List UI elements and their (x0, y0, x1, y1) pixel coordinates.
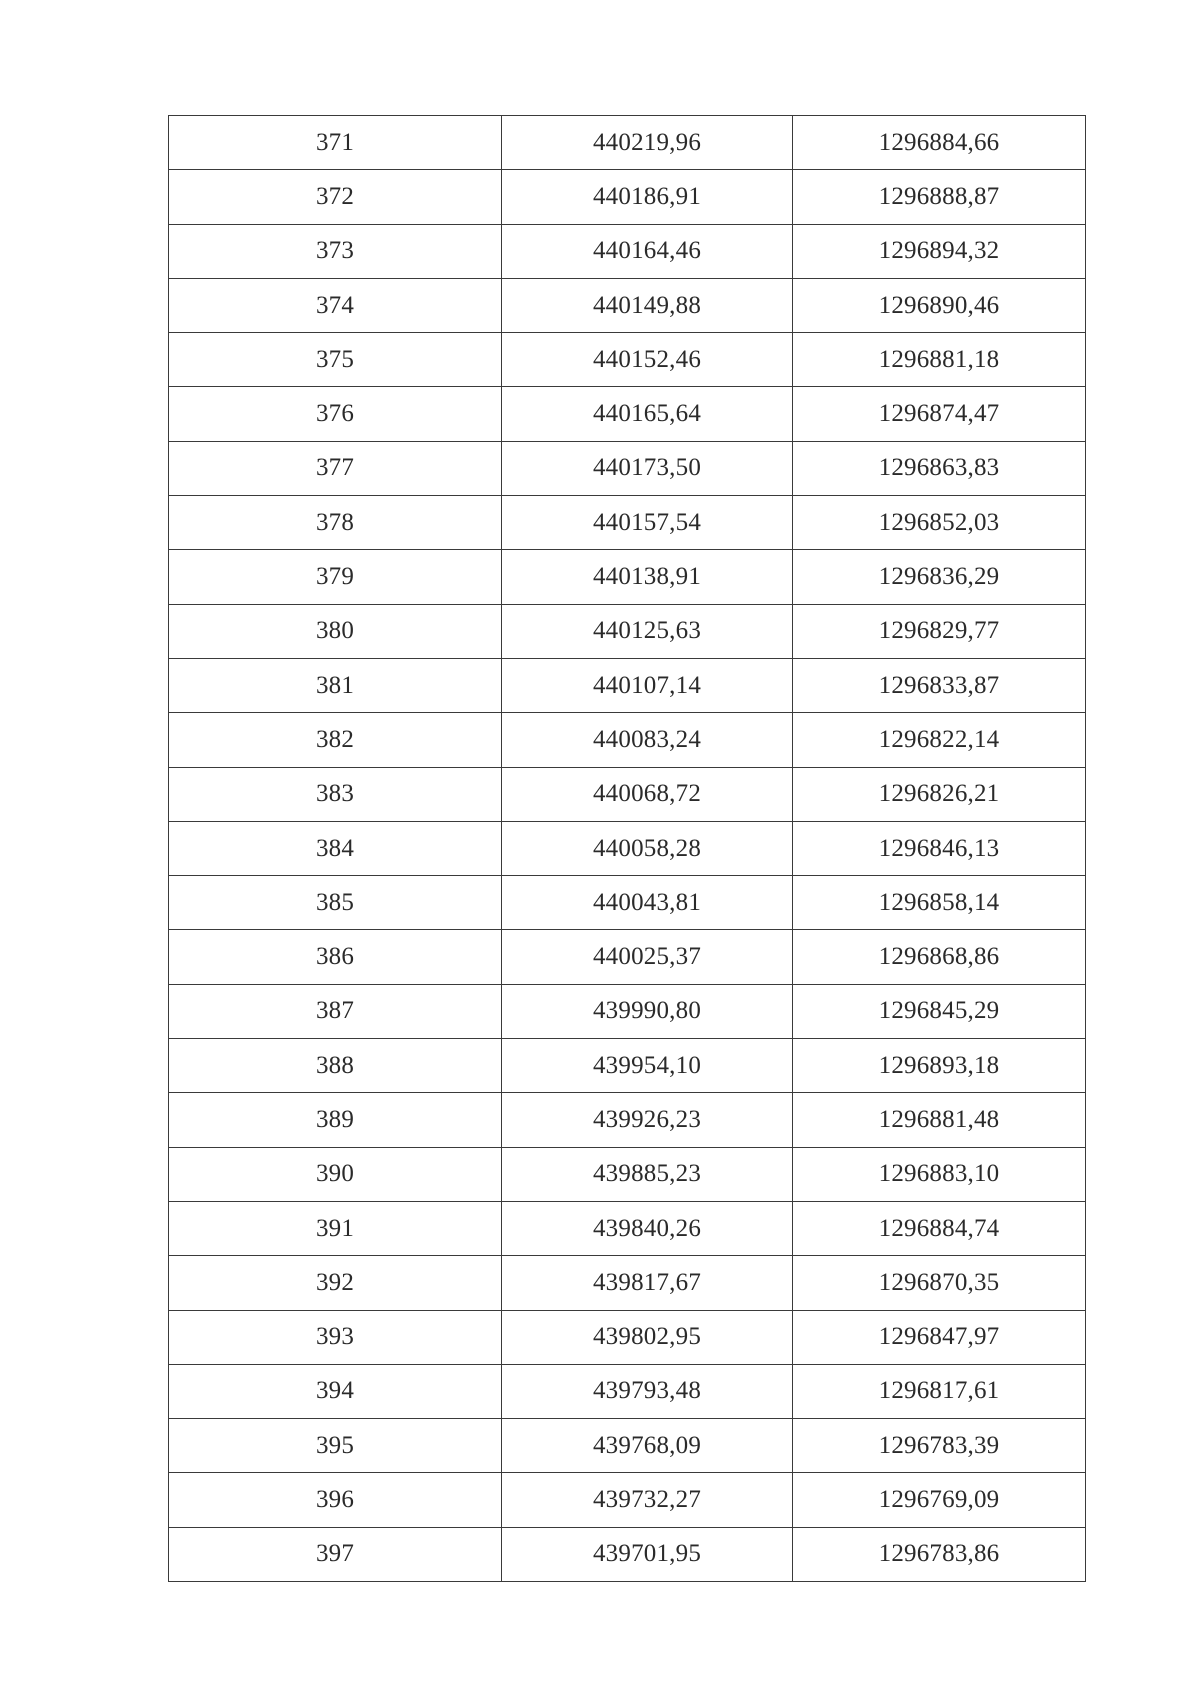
table-row (169, 1364, 1086, 1418)
point-number-cell: 373 (169, 224, 502, 278)
x-coordinate-cell: 440083,24 (502, 713, 793, 767)
point-number-cell: 390 (169, 1147, 502, 1201)
point-number-cell: 374 (169, 278, 502, 332)
point-number-cell: 375 (169, 333, 502, 387)
y-coordinate-cell: 1296881,48 (793, 1093, 1086, 1147)
x-coordinate-cell: 440107,14 (502, 658, 793, 712)
y-coordinate-cell: 1296783,39 (793, 1419, 1086, 1473)
y-coordinate-cell: 1296836,29 (793, 550, 1086, 604)
table-row (169, 713, 1086, 767)
table-row (169, 1039, 1086, 1093)
x-coordinate-cell: 439926,23 (502, 1093, 793, 1147)
x-coordinate-cell: 440219,96 (502, 116, 793, 170)
y-coordinate-cell: 1296826,21 (793, 767, 1086, 821)
table-row (169, 1256, 1086, 1310)
y-coordinate-cell: 1296847,97 (793, 1310, 1086, 1364)
y-coordinate-cell: 1296888,87 (793, 170, 1086, 224)
table-row (169, 984, 1086, 1038)
y-coordinate-cell: 1296846,13 (793, 821, 1086, 875)
table-row (169, 930, 1086, 984)
table-row (169, 1419, 1086, 1473)
y-coordinate-cell: 1296845,29 (793, 984, 1086, 1038)
point-number-cell: 393 (169, 1310, 502, 1364)
y-coordinate-cell: 1296769,09 (793, 1473, 1086, 1527)
table-row (169, 821, 1086, 875)
x-coordinate-cell: 439817,67 (502, 1256, 793, 1310)
coordinates-table-body (169, 116, 1086, 1582)
table-row (169, 876, 1086, 930)
table-row (169, 658, 1086, 712)
x-coordinate-cell: 440149,88 (502, 278, 793, 332)
table-row (169, 767, 1086, 821)
y-coordinate-cell: 1296829,77 (793, 604, 1086, 658)
table-row (169, 278, 1086, 332)
point-number-cell: 384 (169, 821, 502, 875)
x-coordinate-cell: 439701,95 (502, 1527, 793, 1581)
x-coordinate-cell: 440164,46 (502, 224, 793, 278)
y-coordinate-cell: 1296893,18 (793, 1039, 1086, 1093)
x-coordinate-cell: 440173,50 (502, 441, 793, 495)
table-row (169, 496, 1086, 550)
y-coordinate-cell: 1296822,14 (793, 713, 1086, 767)
point-number-cell: 388 (169, 1039, 502, 1093)
y-coordinate-cell: 1296783,86 (793, 1527, 1086, 1581)
point-number-cell: 378 (169, 496, 502, 550)
point-number-cell: 392 (169, 1256, 502, 1310)
y-coordinate-cell: 1296884,66 (793, 116, 1086, 170)
x-coordinate-cell: 439732,27 (502, 1473, 793, 1527)
x-coordinate-cell: 440152,46 (502, 333, 793, 387)
x-coordinate-cell: 440043,81 (502, 876, 793, 930)
table-row (169, 116, 1086, 170)
y-coordinate-cell: 1296833,87 (793, 658, 1086, 712)
x-coordinate-cell: 440186,91 (502, 170, 793, 224)
x-coordinate-cell: 439793,48 (502, 1364, 793, 1418)
x-coordinate-cell: 440165,64 (502, 387, 793, 441)
x-coordinate-cell: 439802,95 (502, 1310, 793, 1364)
point-number-cell: 381 (169, 658, 502, 712)
x-coordinate-cell: 439840,26 (502, 1201, 793, 1255)
point-number-cell: 395 (169, 1419, 502, 1473)
point-number-cell: 376 (169, 387, 502, 441)
point-number-cell: 377 (169, 441, 502, 495)
y-coordinate-cell: 1296874,47 (793, 387, 1086, 441)
point-number-cell: 397 (169, 1527, 502, 1581)
table-row (169, 1093, 1086, 1147)
coordinates-table (168, 115, 1086, 1582)
point-number-cell: 391 (169, 1201, 502, 1255)
y-coordinate-cell: 1296858,14 (793, 876, 1086, 930)
y-coordinate-cell: 1296881,18 (793, 333, 1086, 387)
x-coordinate-cell: 440025,37 (502, 930, 793, 984)
y-coordinate-cell: 1296894,32 (793, 224, 1086, 278)
table-row (169, 1310, 1086, 1364)
x-coordinate-cell: 440068,72 (502, 767, 793, 821)
point-number-cell: 385 (169, 876, 502, 930)
point-number-cell: 386 (169, 930, 502, 984)
table-row (169, 1201, 1086, 1255)
y-coordinate-cell: 1296852,03 (793, 496, 1086, 550)
x-coordinate-cell: 440058,28 (502, 821, 793, 875)
point-number-cell: 382 (169, 713, 502, 767)
x-coordinate-cell: 440138,91 (502, 550, 793, 604)
table-row (169, 550, 1086, 604)
y-coordinate-cell: 1296884,74 (793, 1201, 1086, 1255)
point-number-cell: 396 (169, 1473, 502, 1527)
table-row (169, 1527, 1086, 1581)
point-number-cell: 371 (169, 116, 502, 170)
x-coordinate-cell: 439954,10 (502, 1039, 793, 1093)
point-number-cell: 389 (169, 1093, 502, 1147)
table-row (169, 333, 1086, 387)
point-number-cell: 380 (169, 604, 502, 658)
point-number-cell: 387 (169, 984, 502, 1038)
table-row (169, 224, 1086, 278)
point-number-cell: 394 (169, 1364, 502, 1418)
table-row (169, 387, 1086, 441)
y-coordinate-cell: 1296868,86 (793, 930, 1086, 984)
x-coordinate-cell: 440157,54 (502, 496, 793, 550)
table-row (169, 1147, 1086, 1201)
point-number-cell: 383 (169, 767, 502, 821)
x-coordinate-cell: 439885,23 (502, 1147, 793, 1201)
y-coordinate-cell: 1296817,61 (793, 1364, 1086, 1418)
table-row (169, 441, 1086, 495)
x-coordinate-cell: 439990,80 (502, 984, 793, 1038)
point-number-cell: 379 (169, 550, 502, 604)
point-number-cell: 372 (169, 170, 502, 224)
y-coordinate-cell: 1296870,35 (793, 1256, 1086, 1310)
table-row (169, 170, 1086, 224)
y-coordinate-cell: 1296883,10 (793, 1147, 1086, 1201)
x-coordinate-cell: 439768,09 (502, 1419, 793, 1473)
y-coordinate-cell: 1296863,83 (793, 441, 1086, 495)
table-row (169, 604, 1086, 658)
x-coordinate-cell: 440125,63 (502, 604, 793, 658)
y-coordinate-cell: 1296890,46 (793, 278, 1086, 332)
table-row (169, 1473, 1086, 1527)
